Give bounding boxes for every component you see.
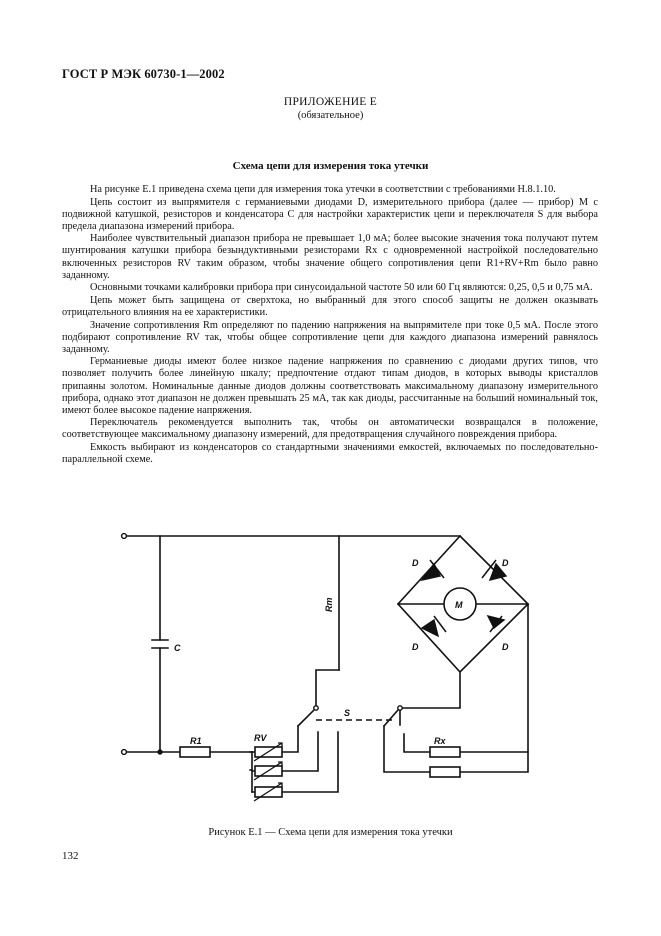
paragraph: Цепь может быть защищена от сверхтока, но выбранный для этого способ защиты не должен оказывать отрицательного влияния на ее характеристики. [62, 294, 598, 318]
page-number: 132 [62, 850, 79, 862]
capacitor-label: C [174, 643, 181, 653]
r1-label: R1 [190, 736, 202, 746]
circuit-diagram [110, 520, 550, 810]
switch-label: S [344, 708, 351, 718]
diode-label-2: D [502, 558, 509, 568]
rm-label: Rm [324, 597, 334, 612]
rv-label: RV [254, 733, 267, 743]
document-header: ГОСТ Р МЭК 60730-1—2002 [62, 67, 225, 81]
diode-label-4: D [502, 642, 509, 652]
appendix-status: (обязательное) [297, 110, 364, 121]
figure-caption: Рисунок Е.1 — Схема цепи для измерения тока утечки [208, 827, 453, 838]
paragraph: Германиевые диоды имеют более низкое падение напряжения по сравнению с диодами других типов, что позволяет получить более линейную шкалу; предпочтение отдают типам диодов, в которых выводы кристаллов припаяны золотом. Номинальные данные диодов должны соответствовать максимальному диапазону измерительного прибора, однако этот диапазон не должен превышать 25 мА, так как диоды, рассчитанные на больший номинальный ток, имеют более высокое падение напряжения. [62, 356, 598, 416]
diode-label-1: D [412, 558, 419, 568]
meter-label: M [455, 600, 463, 610]
paragraph: Значение сопротивления Rm определяют по падению напряжения на выпрямителе при токе 0,5 мА. После этого подбирают сопротивление RV так, чтобы общее сопротивление цепи для каждого диапазона измерений равнялось заданному. [62, 319, 598, 355]
section-title: Схема цепи для измерения тока утечки [232, 160, 429, 172]
paragraph: Основными точками калибровки прибора при синусоидальной частоте 50 или 60 Гц являются: 0,25, 0,5 и 0,75 мА. [90, 282, 593, 294]
paragraph: Цепь состоит из выпрямителя с германиевыми диодами D, измерительного прибора (далее — прибор) М с подвижной катушкой, резисторов и конденсатора С для настройки характеристик цепи и переключателя S для выбора предела диапазона измерений прибора. [62, 196, 598, 232]
diode-label-3: D [412, 642, 419, 652]
paragraph: На рисунке Е.1 приведена схема цепи для измерения тока утечки в соответствии с требованиями Н.8.1.10. [90, 184, 556, 195]
appendix-title: ПРИЛОЖЕНИЕ Е [283, 96, 378, 108]
body-text [62, 184, 598, 466]
rx-label: Rx [434, 736, 446, 746]
paragraph: Наиболее чувствительный диапазон прибора не превышает 1,0 мА; более высокие значения тока получают путем шунтирования катушки прибора безындуктивными резисторами Rx с одновременной настройкой последовательно включенных резисторов RV таким образом, чтобы значение общего сопротивления цепи R1+RV+Rm было равно заданному. [62, 233, 598, 281]
paragraph: Емкость выбирают из конденсаторов со стандартными значениями емкостей, включаемых по последовательно-параллельной схеме. [62, 441, 598, 466]
paragraph: Переключатель рекомендуется выполнить так, чтобы он автоматически возвращался в положение, соответствующее максимальному диапазону измерений, для предотвращения случайного повреждения прибора. [62, 417, 598, 441]
